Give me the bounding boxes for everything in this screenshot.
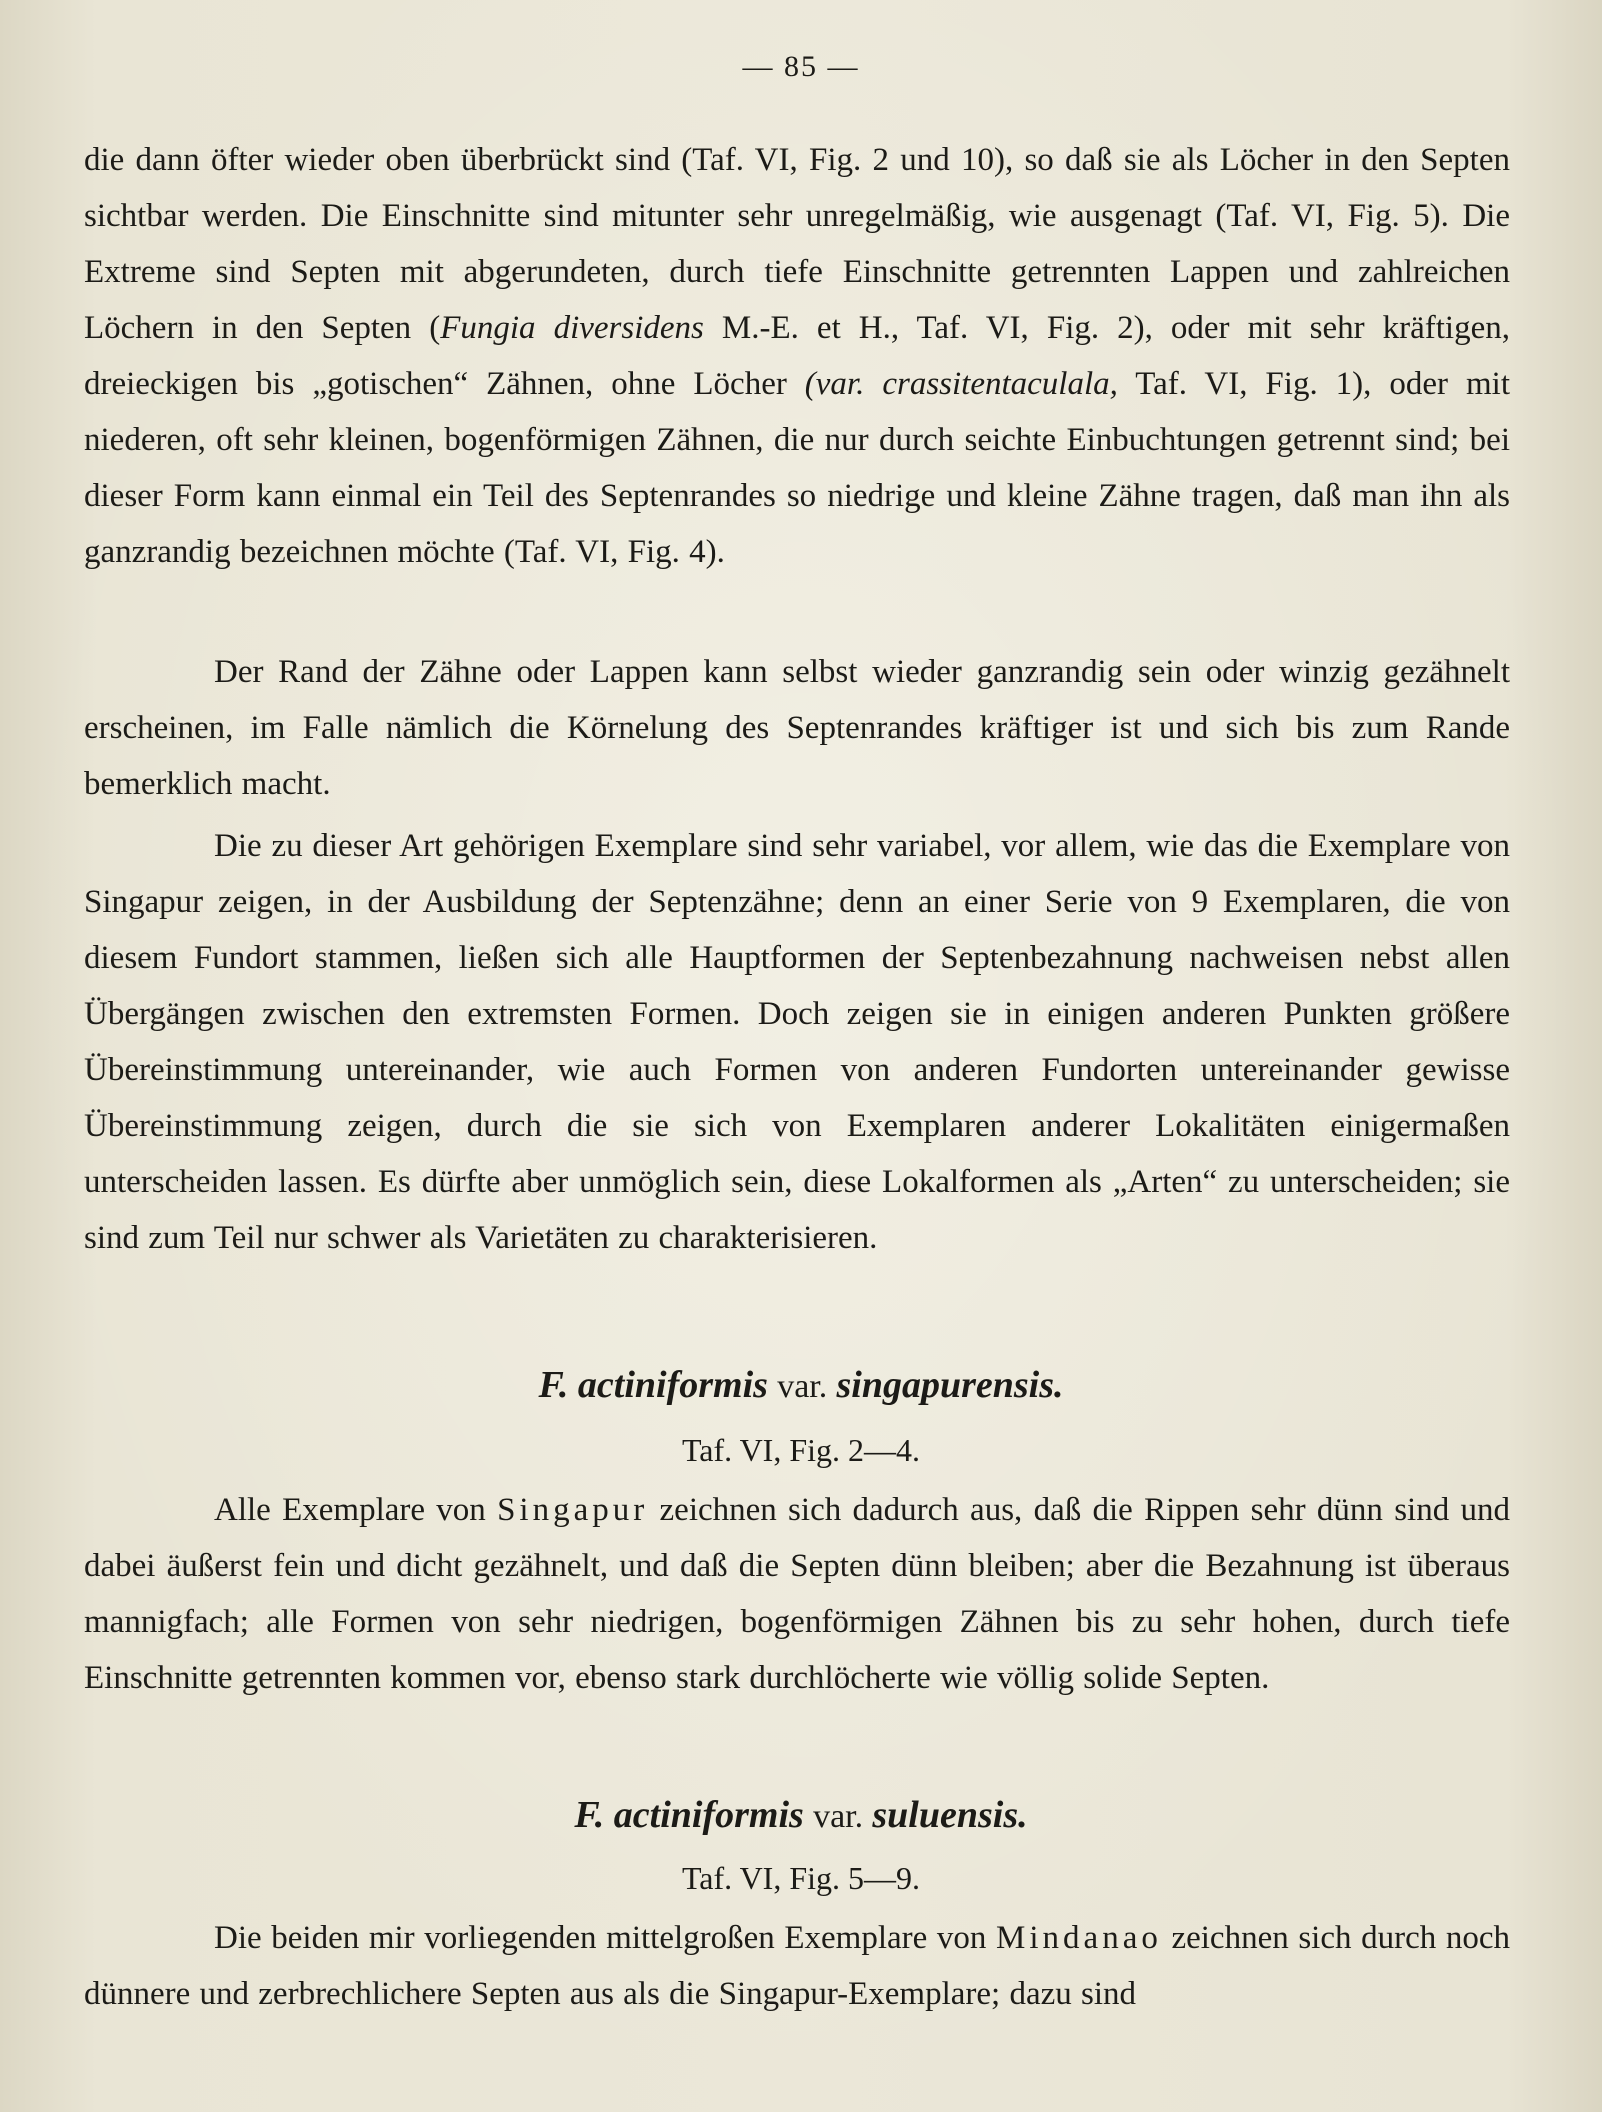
locality-singapur: Singapur [497,1492,649,1528]
figure-reference-singapurensis: Taf. VI, Fig. 2—4. [681,1432,921,1468]
variety-name-crassitentaculala: (var. crassitentaculala, [804,366,1118,402]
paragraph-1-part-c: M.-E. et H., Taf. VI, Fig. 2), oder mit sehr kräftigen, dreieckigen bis „gotischen“ Zähnen, ohne Löcher [84,310,1510,402]
heading-genus: F. actiniformis [538,1364,768,1406]
heading-genus: F. actiniformis [574,1794,804,1836]
suluensis-text-a: Die beiden mir vorliegenden mittelgroßen Exemplare von [214,1920,997,1956]
paragraph-3-text: Die zu dieser Art gehörigen Exemplare sind sehr variabel, vor allem, wie das die Exemplare von Singapur zeigen, in der Ausbildung der Septenzähne; denn an einer Serie von 9 Exemplaren, die von diesem Fundort stammen, ließen sich alle Hauptformen der Septenbezahnung nachweisen nebst allen Übergängen zwischen den extremsten Formen. Doch zeigen sie in einigen anderen Punkten größere Übereinstimmung untereinander, wie auch Formen von anderen Fundorten untereinander gewisse Übereinstimmung zeigen, durch die sie sich von Exemplaren anderer Lokalitäten einigermaßen unterscheiden lassen. Es dürfte aber unmöglich sein, diese Lokalformen als „Arten“ zu unterscheiden; sie sind zum Teil nur schwer als Varietäten zu charakterisieren. [84,828,1510,1256]
heading-var-word: var. [813,1798,864,1835]
figure-reference-suluensis: Taf. VI, Fig. 5—9. [681,1860,921,1896]
heading-variety-name: singapurensis. [836,1364,1064,1406]
paragraph-1-part-a: die dann öfter wieder oben überbrückt sind (Taf. VI, Fig. 2 und 10), so daß sie als Löcher in den Septen sichtbar werden. Die Einschnitte sind mitunter sehr unregelmäßig, wie ausgenagt (Taf. VI, Fig. 5). Die Extreme sind Septen mit abgerundeten, durch tiefe Einschnitte getrennten Lappen und zahlreichen Löchern in den Septen ( [84,142,1510,346]
paragraph-3 [84,818,1510,1266]
singapurensis-text-b: zeichnen sich dadurch aus, daß die Rippen sehr dünn sind und dabei äußerst fein und dicht gezähnelt, und daß die Septen dünn bleiben; aber die Bezahnung ist überaus mannigfach; alle Formen von sehr niedrigen, bogenförmigen Zähnen bis zu sehr hohen, durch tiefe Einschnitte getrennten kommen vor, ebenso stark durchlöcherte wie völlig solide Septen. [84,1492,1510,1696]
paragraph-1-text [84,132,1510,580]
paragraph-2-text: Der Rand der Zähne oder Lappen kann selbst wieder ganzrandig sein oder winzig gezähnelt erscheinen, im Falle nämlich die Körnelung des Septenrandes kräftiger ist und sich bis zum Rande bemerklich macht. [84,654,1510,802]
locality-mindanao: Mindanao [996,1920,1162,1956]
heading-var-word: var. [777,1368,828,1405]
paragraph-2 [84,644,1510,812]
page-number: — 85 — [742,50,860,83]
paragraph-suluensis [84,1910,1510,2022]
paragraph-suluensis-text [84,1910,1510,2022]
heading-variety-name: suluensis. [872,1794,1028,1836]
paragraph-1-part-e: Taf. VI, Fig. 1), oder mit niederen, oft sehr kleinen, bogenförmigen Zähnen, die nur durch seichte Einbuchtungen getrennt sind; bei dieser Form kann einmal ein Teil des Septenrandes so niedrige und kleine Zähne tragen, daß man ihn als ganzrandig bezeichnen möchte (Taf. VI, Fig. 4). [84,366,1510,570]
section-heading-singapurensis [0,1360,1602,1412]
paragraph-singapurensis [84,1482,1510,1706]
species-name-fungia-diversidens: Fungia diversidens [440,310,704,346]
paragraph-1 [84,132,1510,580]
suluensis-text-b: zeichnen sich durch noch dünnere und zerbrechlichere Septen aus als die Singapur-Exemplare; dazu sind [84,1920,1510,2012]
section-heading-suluensis [0,1790,1602,1842]
paragraph-singapurensis-text [84,1482,1510,1706]
singapurensis-text-a: Alle Exemplare von [214,1492,498,1528]
